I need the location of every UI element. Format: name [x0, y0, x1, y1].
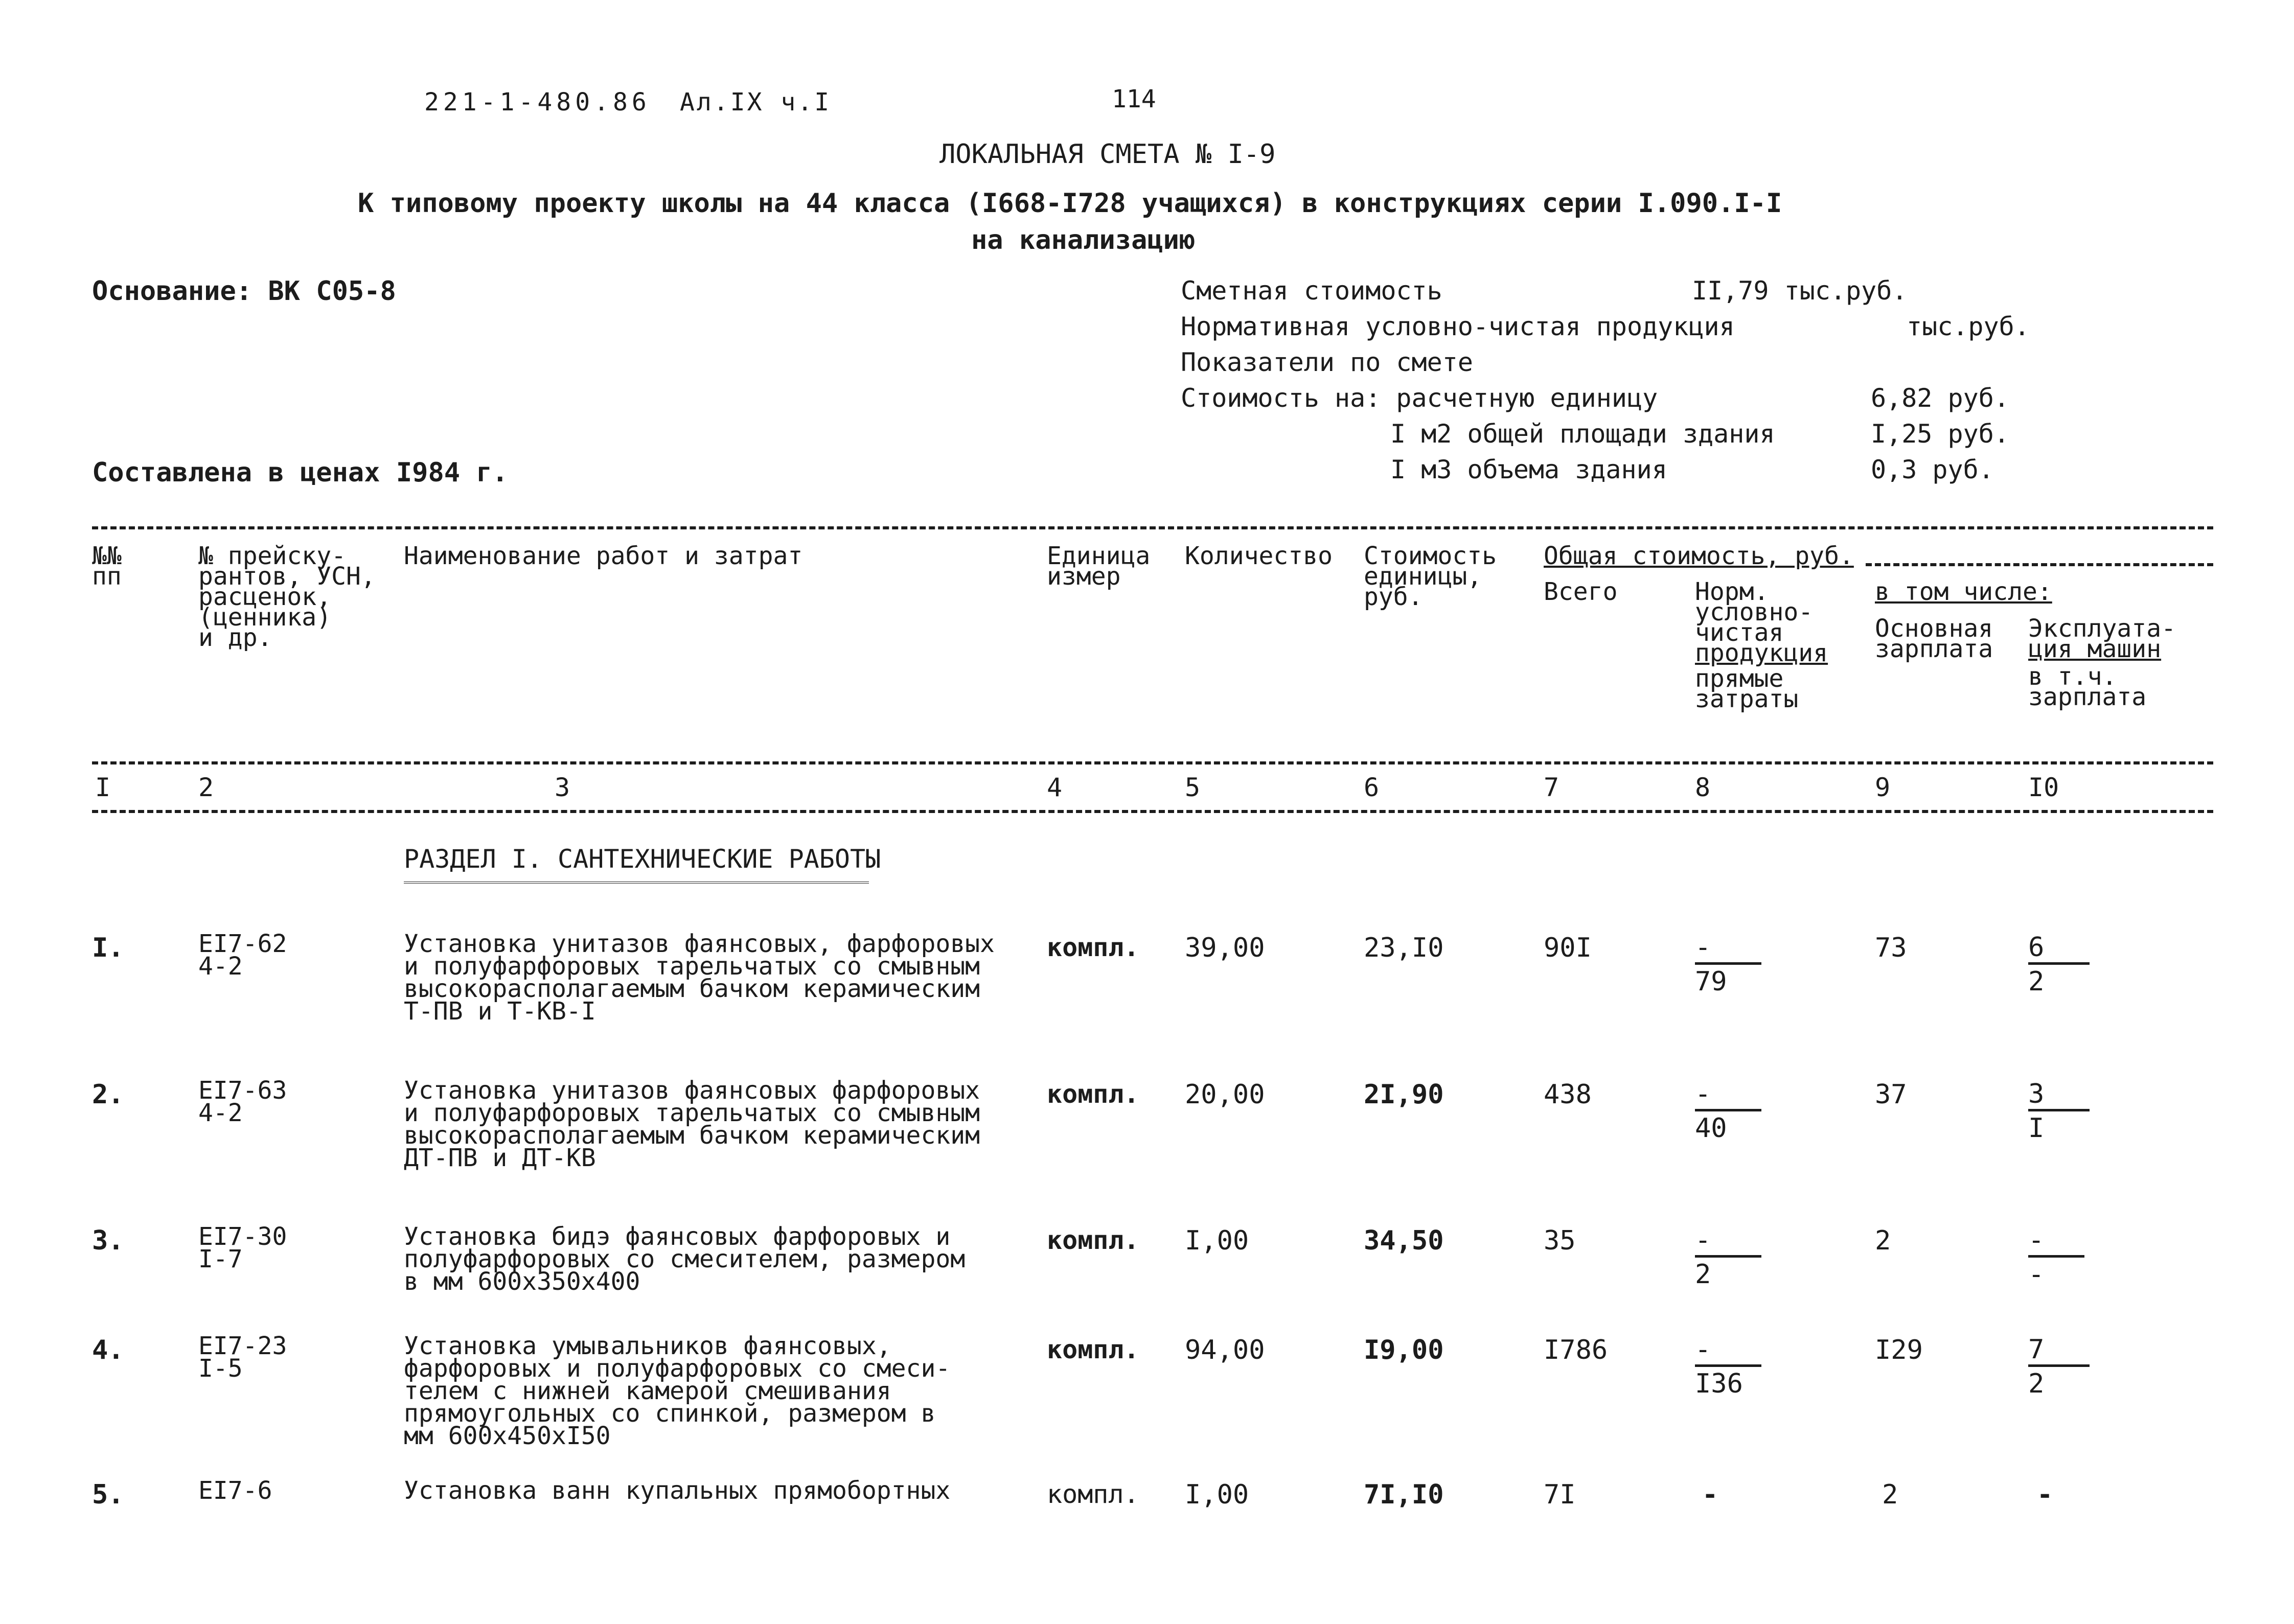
cost-per-m3-value: 0,3 руб. [1871, 455, 1994, 484]
prices-year: Составлена в ценах I984 г. [92, 457, 508, 488]
normative-value: тыс.руб. [1907, 312, 2030, 341]
album-number: Ал.IX ч.I [680, 88, 832, 117]
document-subtitle: К типовому проекту школы на 44 класса (I668-I728 учащихся) в конструкциях серии I.090.I-I [358, 188, 1782, 219]
row-unit: компл. [1047, 1225, 1139, 1255]
row-unit: компл. [1047, 1479, 1139, 1509]
row-total: 438 [1544, 1079, 1592, 1110]
row-unit-cost: 23,I0 [1364, 933, 1444, 963]
row-unit: компл. [1047, 1335, 1139, 1364]
row-code: EI7-63 4-2 [198, 1076, 287, 1127]
cost-per-m2-value: I,25 руб. [1871, 419, 2009, 449]
col-number: 8 [1695, 773, 1711, 802]
cost-per-unit-label: Стоимость на: расчетную единицу [1181, 383, 1658, 413]
total-cost-rule [1866, 563, 2213, 566]
col-header-norm: Норм. условно- чистая продукция прямые затраты [1695, 577, 1828, 713]
row-name: Установка ванн купальных прямобортных [404, 1476, 951, 1505]
col-header-quantity: Количество [1185, 542, 1333, 570]
row-machines-fraction: $\frac{6}{2}$ [2028, 933, 2090, 999]
header-bottom-rule [92, 761, 2213, 764]
cost-per-m2-label: I м2 общей площади здания [1390, 419, 1775, 449]
row-salary: 37 [1875, 1079, 1907, 1110]
row-total: 90I [1544, 933, 1592, 963]
row-norm-fraction: - 40 [1695, 1079, 1761, 1145]
row-total: I786 [1544, 1335, 1608, 1365]
row-total: 7I [1544, 1479, 1576, 1510]
normative-label: Нормативная условно-чистая продукция [1181, 312, 1735, 341]
row-number: 3. [92, 1225, 124, 1256]
row-unit-cost: 34,50 [1364, 1225, 1444, 1256]
row-quantity: I,00 [1185, 1479, 1249, 1510]
row-number: 2. [92, 1079, 124, 1110]
col-header-total-cost: Общая стоимость, руб. [1544, 542, 1854, 570]
section-heading: РАЗДЕЛ I. САНТЕХНИЧЕСКИЕ РАБОТЫ [404, 844, 881, 874]
row-salary: 2 [1875, 1225, 1891, 1256]
col-header-machines: Эксплуата- ция машин в т.ч. зарплата [2028, 614, 2176, 711]
cost-per-unit-value: 6,82 руб. [1871, 383, 2009, 413]
estimated-cost-value: II,79 тыс.руб. [1692, 276, 1908, 306]
col-header-unit-cost: Стоимость единицы, руб. [1364, 542, 1497, 611]
row-code: EI7-23 I-5 [198, 1332, 287, 1383]
row-total: 35 [1544, 1225, 1576, 1256]
col-header-number: №№ пп [92, 542, 122, 591]
row-unit: компл. [1047, 1079, 1139, 1109]
row-name: Установка унитазов фаянсовых, фарфоровых и полуфарфоровых тарельчатых со смывным высокорасполагаемым бачком керамическим Т-ПВ и Т-КВ-I [404, 930, 995, 1026]
col-header-including: в том числе: [1875, 577, 2052, 606]
row-name: Установка бидэ фаянсовых фарфоровых и полуфарфоровых со смесителем, размером в мм 600х350х400 [404, 1222, 966, 1296]
section-underline [404, 881, 869, 884]
numbers-bottom-rule [92, 810, 2213, 813]
row-unit-cost: 2I,90 [1364, 1079, 1444, 1110]
row-code: EI7-30 I-7 [198, 1222, 287, 1273]
row-name: Установка унитазов фаянсовых фарфоровых и полуфарфоровых тарельчатых со смывным высокорасполагаемым бачком керамическим ДТ-ПВ и ДТ-КВ [404, 1076, 980, 1172]
row-norm-fraction: - I36 [1695, 1335, 1761, 1401]
row-machines-fraction: $\frac{3}{I}$ [2028, 1079, 2090, 1145]
col-number: I0 [2028, 773, 2059, 802]
col-header-unit: Единица измер [1047, 542, 1151, 591]
row-name: Установка умывальников фаянсовых, фарфоровых и полуфарфоровых со смеси- телем с нижней камерой смешивания прямоугольных со спинкой, размером в мм 600х450хI50 [404, 1332, 951, 1450]
row-unit-cost: I9,00 [1364, 1335, 1444, 1365]
col-header-total: Всего [1544, 577, 1618, 606]
table-top-rule [92, 526, 2213, 529]
row-norm-fraction: - 2 [1695, 1225, 1761, 1291]
col-header-salary: Основная зарплата [1875, 614, 1993, 663]
col-number: 5 [1185, 773, 1201, 802]
indicators-label: Показатели по смете [1181, 347, 1473, 377]
row-machines-fraction: $\frac{7}{2}$ [2028, 1335, 2090, 1401]
cost-per-m3-label: I м3 объема здания [1390, 455, 1667, 484]
estimated-cost-label: Сметная стоимость [1181, 276, 1442, 306]
row-number: 5. [92, 1479, 124, 1510]
row-number: I. [92, 933, 124, 963]
row-quantity: 20,00 [1185, 1079, 1265, 1110]
document-title: ЛОКАЛЬНАЯ СМЕТА № I-9 [939, 139, 1276, 170]
row-code: EI7-62 4-2 [198, 930, 287, 981]
row-quantity: I,00 [1185, 1225, 1249, 1256]
col-number: 2 [198, 773, 214, 802]
document-code: 221-1-480.86 [424, 88, 651, 117]
document-subtitle-2: на канализацию [971, 225, 1196, 256]
row-machines-fraction: - - [2028, 1225, 2084, 1291]
row-norm: - [1702, 1479, 1718, 1510]
row-salary: I29 [1875, 1335, 1923, 1365]
row-norm-fraction: - 79 [1695, 933, 1761, 999]
row-quantity: 39,00 [1185, 933, 1265, 963]
col-number: 4 [1047, 773, 1063, 802]
row-unit: компл. [1047, 933, 1139, 962]
page-number: 114 [1112, 85, 1156, 113]
row-unit-cost: 7I,I0 [1364, 1479, 1444, 1510]
row-code: EI7-6 [198, 1476, 272, 1505]
row-salary: 2 [1882, 1479, 1898, 1510]
col-number: 3 [555, 773, 570, 802]
col-number: I [95, 773, 111, 802]
row-machines: - [2037, 1479, 2053, 1510]
row-salary: 73 [1875, 933, 1907, 963]
col-number: 9 [1875, 773, 1891, 802]
row-quantity: 94,00 [1185, 1335, 1265, 1365]
col-number: 6 [1364, 773, 1380, 802]
basis: Основание: ВК С05-8 [92, 276, 396, 307]
col-header-name: Наименование работ и затрат [404, 542, 803, 570]
col-number: 7 [1544, 773, 1559, 802]
row-number: 4. [92, 1335, 124, 1365]
col-header-code: № прейску- рантов, УСН, расценок, (ценника) и др. [198, 542, 376, 652]
